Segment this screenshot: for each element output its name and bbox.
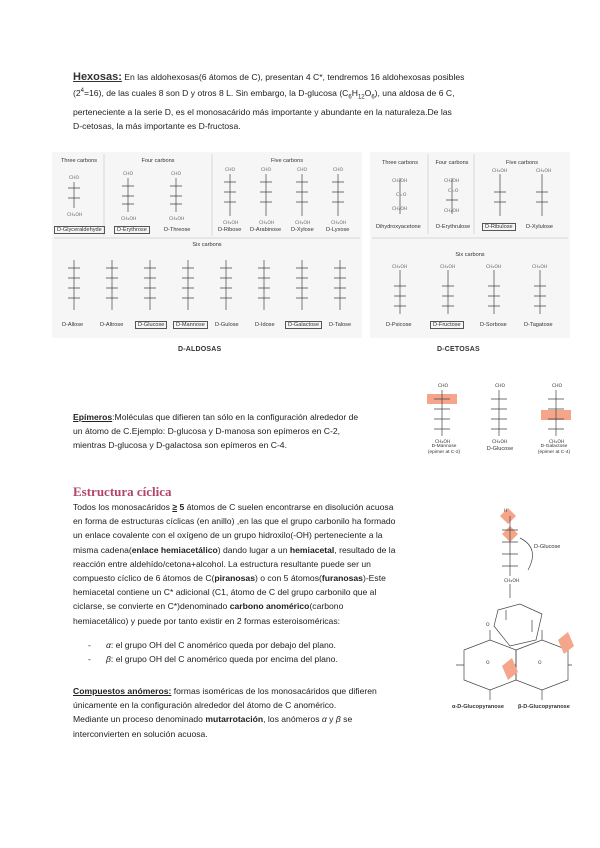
svg-text:CH₂OH: CH₂OH	[392, 179, 408, 184]
label-d-gulose: D-Gulose	[215, 322, 239, 328]
label-alpha-glucopyranose: α-D-Glucopyranose	[452, 704, 504, 710]
cyclic-section-title: Estructura cíclica	[73, 484, 172, 499]
svg-text:CH₂OH: CH₂OH	[67, 213, 83, 218]
svg-text:CH₂OH: CH₂OH	[169, 217, 185, 222]
svg-text:O: O	[538, 661, 542, 666]
epimers-figure	[424, 380, 574, 458]
label-galactose-epimer: D-Galactose (epimer at C-4)	[537, 444, 571, 455]
cyclic-line-6: compuesto cíclico de 6 átomos de C(piranosas) o con 5 átomos(furanosas)-Este	[73, 573, 386, 584]
svg-text:CH₂OH: CH₂OH	[440, 265, 456, 270]
label-d-glucose-open: D-Glucose	[534, 544, 561, 550]
label-d-lyxose: D-Lyxose	[326, 227, 350, 233]
label-d-sorbose: D-Sorbose	[480, 322, 507, 328]
intro-line-4: D-cetosas, la más importante es D-fructosa.	[73, 121, 241, 132]
svg-text:CHO: CHO	[225, 168, 236, 173]
label-d-threose: D-Threose	[164, 227, 191, 233]
cyclic-line-7: hemiacetal contiene un C* adicional (C1, átomo de C del grupo carbonilo que al	[73, 587, 377, 598]
label-d-psicose: D-Psicose	[386, 322, 412, 328]
ketoses-header-three: Three carbons	[381, 160, 419, 166]
label-d-ribose: D-Ribose	[218, 227, 242, 233]
label-d-glyceraldehyde: D-Glyceraldehyde	[54, 226, 105, 234]
epimers-line-1: :Moléculas que difieren tan sólo en la configuración alrededor de	[112, 412, 359, 422]
cyclic-line-8: ciclarse, se convierte en C*)denominado carbono anomérico(carbono	[73, 601, 344, 612]
svg-text:CHO: CHO	[552, 384, 563, 389]
svg-text:CH₂OH: CH₂OH	[259, 221, 275, 226]
anomers-paragraph	[73, 684, 443, 741]
aldoses-header-three: Three carbons	[60, 158, 98, 164]
intro-line-2: $(2^4=16)$, de las cuales 8 son D y otros 8 L. Sin embargo, la D-glucosa $(C_6H_{12}O_6)$, una aldosa de 6 C,	[73, 88, 455, 101]
svg-text:CH₂OH: CH₂OH	[121, 217, 137, 222]
epimers-paragraph	[73, 410, 418, 453]
cyclization-figure	[446, 500, 576, 736]
intro-line-3: perteneciente a la serie D, es el monosacárido más importante y abundante en la naturaleza.De las	[73, 106, 452, 117]
ketoses-header-five: Five carbons	[505, 160, 539, 166]
svg-text:CH₂OH: CH₂OH	[435, 440, 451, 445]
label-d-xylose: D-Xylose	[291, 227, 314, 233]
intro-paragraph	[73, 70, 533, 133]
svg-text:C=O: C=O	[448, 189, 459, 194]
svg-text:CHO: CHO	[69, 176, 80, 181]
cyclic-line-4: misma cadena(enlace hemiacetálico) dando lugar a un hemiacetal, resultado de la	[73, 544, 396, 555]
cyclic-paragraph	[73, 500, 453, 628]
epimers-title: Epímeros	[73, 412, 113, 422]
svg-text:CH₂OH: CH₂OH	[444, 179, 460, 184]
label-d-mannose: D-Mannose	[173, 321, 208, 329]
ketoses-caption: D-CETOSAS	[437, 346, 480, 353]
cyclic-line-9: hemiacetálico) y puede por tanto existir en 2 formas esteroisoméricas:	[73, 615, 341, 626]
svg-text:CH₂OH: CH₂OH	[549, 440, 565, 445]
svg-text:CHO: CHO	[297, 168, 308, 173]
svg-text:CHO: CHO	[171, 172, 182, 177]
svg-text:CHO: CHO	[261, 168, 272, 173]
hexosas-title: Hexosas:	[73, 71, 122, 83]
cyclic-line-2: en forma de estructuras cíclicas (en anillo) ,en las que el grupo carbonilo ha formado	[73, 516, 396, 527]
svg-text:O: O	[486, 623, 490, 628]
beta-bullet: - β: el grupo OH del C anomérico queda por encima del plano.	[88, 654, 338, 664]
label-dihydroxyacetone: Dihydroxyacetone	[376, 224, 421, 230]
anomers-title: Compuestos anómeros:	[73, 686, 172, 696]
label-d-galactose: D-Galactose	[285, 321, 322, 329]
svg-text:H: H	[504, 509, 508, 514]
svg-text:CH₂OH: CH₂OH	[492, 440, 508, 445]
svg-text:CH₂OH: CH₂OH	[532, 265, 548, 270]
label-d-idose: D-Idose	[255, 322, 275, 328]
svg-text:CH₂OH: CH₂OH	[223, 221, 239, 226]
aldoses-figure	[52, 152, 362, 338]
label-d-erythrose: D-Erythrose	[114, 226, 150, 234]
label-d-tagatose: D-Tagatose	[524, 322, 553, 328]
anomers-line-4: interconvierten en solución acuosa.	[73, 728, 208, 739]
ketoses-structures	[370, 152, 570, 338]
label-mannose-epimer: D-Mannose (epimer at C-2)	[427, 444, 461, 455]
svg-text:CH₂OH: CH₂OH	[295, 221, 311, 226]
ketoses-figure	[370, 152, 570, 338]
svg-text:CHO: CHO	[333, 168, 344, 173]
anomers-line-2: únicamente en la configuración alrededor del átomo de C anomérico.	[73, 700, 337, 711]
label-d-arabinose: D-Arabinose	[250, 227, 282, 233]
aldoses-caption: D-ALDOSAS	[178, 346, 222, 353]
cyclic-line-3: un enlace covalente con el oxígeno de un grupo hidroxilo(-OH) perteneciente a la	[73, 530, 383, 541]
svg-text:CH₂OH: CH₂OH	[392, 207, 408, 212]
svg-text:CH₂OH: CH₂OH	[504, 579, 520, 584]
label-d-glucose: D-Glucose	[135, 321, 167, 329]
label-d-altrose: D-Altrose	[100, 322, 124, 328]
label-d-talose: D-Talose	[329, 322, 352, 328]
intro-line-1: En las aldohexosas(6 átomos de C), presentan 4 C*, tendremos 16 aldohexosas posibles	[121, 72, 465, 82]
anomers-line-3: Mediante un proceso denominado mutarrotación, los anómeros α y β se	[73, 714, 353, 725]
svg-text:CH₂OH: CH₂OH	[392, 265, 408, 270]
svg-text:CHO: CHO	[495, 384, 506, 389]
svg-text:CHO: CHO	[438, 384, 449, 389]
svg-text:CH₂OH: CH₂OH	[536, 169, 552, 174]
label-d-erythrulose: D-Erythrulose	[436, 224, 471, 230]
ketoses-header-six: Six carbons	[455, 252, 485, 258]
label-d-fructose: D-Fructose	[430, 321, 464, 329]
label-d-ribulose: D-Ribulose	[482, 223, 516, 231]
label-beta-glucopyranose: β-D-Glucopyranose	[518, 704, 570, 710]
svg-text:CH₂OH: CH₂OH	[444, 209, 460, 214]
cyclization-structures	[446, 500, 576, 736]
label-glucose-epimer: D-Glucose	[486, 446, 514, 452]
epimers-line-3: mientras D-glucosa y D-galactosa son epímeros en C-4.	[73, 440, 287, 451]
aldoses-header-four: Four carbons	[141, 158, 175, 164]
alpha-bullet: - α: el grupo OH del C anomérico queda por debajo del plano.	[88, 640, 336, 650]
svg-text:CH₂OH: CH₂OH	[486, 265, 502, 270]
svg-text:CH₂OH: CH₂OH	[331, 221, 347, 226]
aldoses-header-six: Six carbons	[192, 242, 222, 248]
svg-text:O: O	[486, 661, 490, 666]
label-d-xylulose: D-Xylulose	[526, 224, 554, 230]
aldoses-header-five: Five carbons	[270, 158, 304, 164]
epimers-line-2: un átomo de C.Ejemplo: D-glucosa y D-manosa son epímeros en C-2,	[73, 426, 341, 437]
label-d-allose: D-Allose	[62, 322, 84, 328]
ketoses-header-four: Four carbons	[435, 160, 469, 166]
svg-text:CH₂OH: CH₂OH	[492, 169, 508, 174]
svg-text:CHO: CHO	[123, 172, 134, 177]
cyclic-line-1: Todos los monosacáridos ≥ 5 átomos de C suelen encontrarse en disolución acuosa	[73, 502, 394, 512]
anomers-line-1: formas isoméricas de los monosacáridos que difieren	[171, 686, 377, 696]
svg-text:C=O: C=O	[396, 193, 407, 198]
cyclic-line-5: reacción entre aldehído/cetona+alcohol. La estructura resultante puede ser un	[73, 558, 371, 569]
